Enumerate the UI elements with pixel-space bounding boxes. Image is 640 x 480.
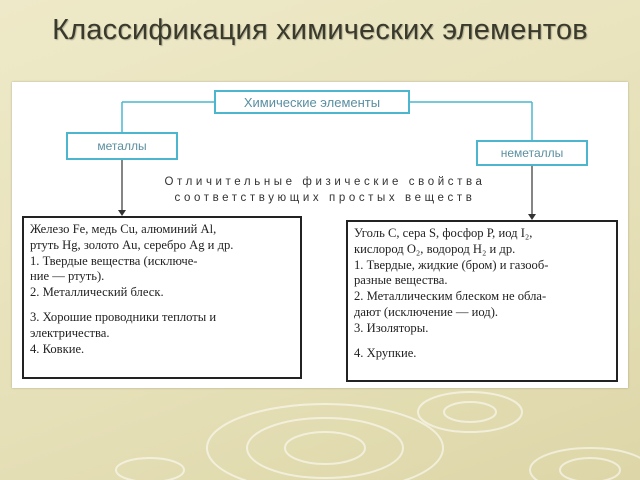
nonmetals-examples-line-1: Уголь С, сера S, фосфор Р, иод I₂, <box>354 226 533 240</box>
nonmetals-property-3: 3. Изоляторы. <box>354 320 429 335</box>
metals-examples-line-2: ртуть Hg, золото Au, серебро Ag и др. <box>30 237 234 252</box>
classification-diagram <box>12 82 628 388</box>
nonmetals-property-1: 1. Твердые, жидкие (бром) и газооб- <box>354 257 549 272</box>
distinctive-properties-caption <box>132 174 518 206</box>
nonmetals-property-4: 4. Хрупкие. <box>354 345 417 360</box>
nonmetals-examples-line-2: кислород O₂, водород H₂ и др. <box>354 241 516 256</box>
caption-line-2: соответствующих простых веществ <box>174 192 476 204</box>
metals-property-1-cont: ние — ртуть). <box>30 269 105 284</box>
metals-property-3-cont: электричества. <box>30 325 110 340</box>
metals-property-3: 3. Хорошие проводники теплоты и <box>30 309 217 324</box>
nonmetals-property-2-cont: дают (исключение — иод). <box>354 304 499 319</box>
metals-property-2: 2. Металлический блеск. <box>30 285 164 300</box>
metals-examples-line-1: Железо Fe, медь Cu, алюминий Al, <box>30 222 217 236</box>
slide-title: Классификация химических элементов <box>52 14 588 46</box>
nonmetals-property-2: 2. Металлическим блеском не обла- <box>354 289 547 304</box>
metals-property-4: 4. Ковкие. <box>30 341 85 356</box>
caption-line-1: Отличительные физические свойства <box>164 176 486 188</box>
metals-property-1: 1. Твердые вещества (исключе- <box>30 253 198 268</box>
metals-properties-box <box>22 216 302 379</box>
node-metals: металлы <box>66 132 178 160</box>
root-node-chemical-elements: Химические элементы <box>214 90 410 114</box>
node-nonmetals: неметаллы <box>476 140 588 166</box>
nonmetals-property-1-cont: разные вещества. <box>354 273 448 288</box>
nonmetals-properties-box <box>346 220 618 382</box>
